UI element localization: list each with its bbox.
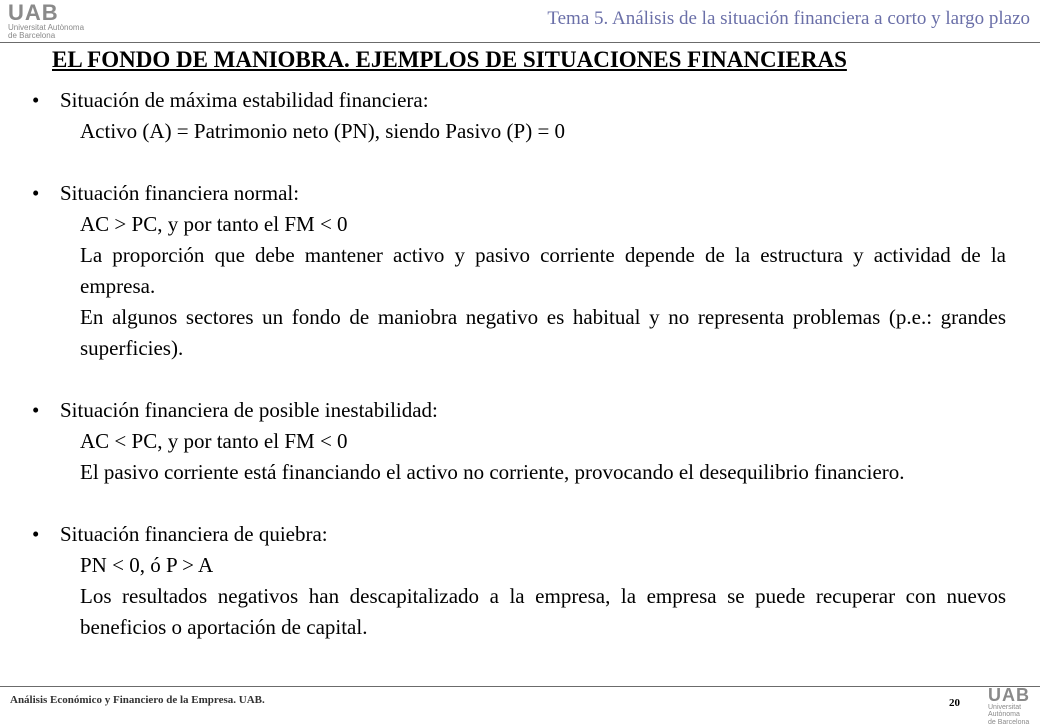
- uab-logo-subtitle-line1: Universitat Autònoma: [988, 704, 1022, 719]
- header-divider: [0, 42, 1040, 43]
- section-posible-inestabilidad: [32, 395, 1006, 488]
- section-quiebra: [32, 519, 1006, 643]
- bullet-icon: •: [32, 522, 40, 546]
- section-line: Los resultados negativos han descapitalizado a la empresa, la empresa se puede recuperar con nuevos beneficios o aportación de capital.: [80, 584, 1006, 639]
- uab-logo-mark: UAB: [988, 685, 1030, 705]
- section-line: El pasivo corriente está financiando el activo no corriente, provocando el desequilibrio financiero.: [80, 460, 905, 484]
- bullet-icon: •: [32, 398, 40, 422]
- slide-content: [32, 85, 1006, 643]
- page-number: 20: [949, 697, 960, 709]
- bullet-icon: •: [32, 181, 40, 205]
- uab-logo-top: [8, 2, 84, 41]
- slide-title: EL FONDO DE MANIOBRA. EJEMPLOS DE SITUACIONES FINANCIERAS: [52, 47, 847, 72]
- section-line: AC < PC, y por tanto el FM < 0: [80, 429, 348, 453]
- section-line: AC > PC, y por tanto el FM < 0: [80, 212, 348, 236]
- section-line: Activo (A) = Patrimonio neto (PN), siendo Pasivo (P) = 0: [80, 119, 566, 143]
- bullet-icon: •: [32, 88, 40, 112]
- section-heading: Situación financiera de posible inestabilidad:: [60, 398, 438, 422]
- section-heading: Situación financiera normal:: [60, 181, 300, 205]
- section-heading: Situación de máxima estabilidad financiera:: [60, 88, 429, 112]
- footer-divider: [0, 686, 1040, 687]
- uab-logo-bottom: [988, 686, 1040, 726]
- section-line: En algunos sectores un fondo de maniobra negativo es habitual y no representa problemas (p.e.: grandes superficies).: [80, 305, 1006, 360]
- section-maxima-estabilidad: [32, 85, 1006, 147]
- uab-logo-mark: UAB: [8, 0, 59, 25]
- section-normal: [32, 178, 1006, 364]
- uab-logo-subtitle-line2: de Barcelona: [988, 718, 1030, 726]
- section-line: PN < 0, ó P > A: [80, 553, 214, 577]
- header-title: Tema 5. Análisis de la situación financiera a corto y largo plazo: [547, 8, 1030, 29]
- uab-logo-subtitle-line1: Universitat Autònoma: [8, 23, 85, 32]
- uab-logo-subtitle-line2: de Barcelona: [8, 31, 56, 41]
- section-heading: Situación financiera de quiebra:: [60, 522, 328, 546]
- section-line: La proporción que debe mantener activo y pasivo corriente depende de la estructura y actividad de la empresa.: [80, 243, 1006, 298]
- footer-text: Análisis Económico y Financiero de la Empresa. UAB.: [10, 694, 265, 706]
